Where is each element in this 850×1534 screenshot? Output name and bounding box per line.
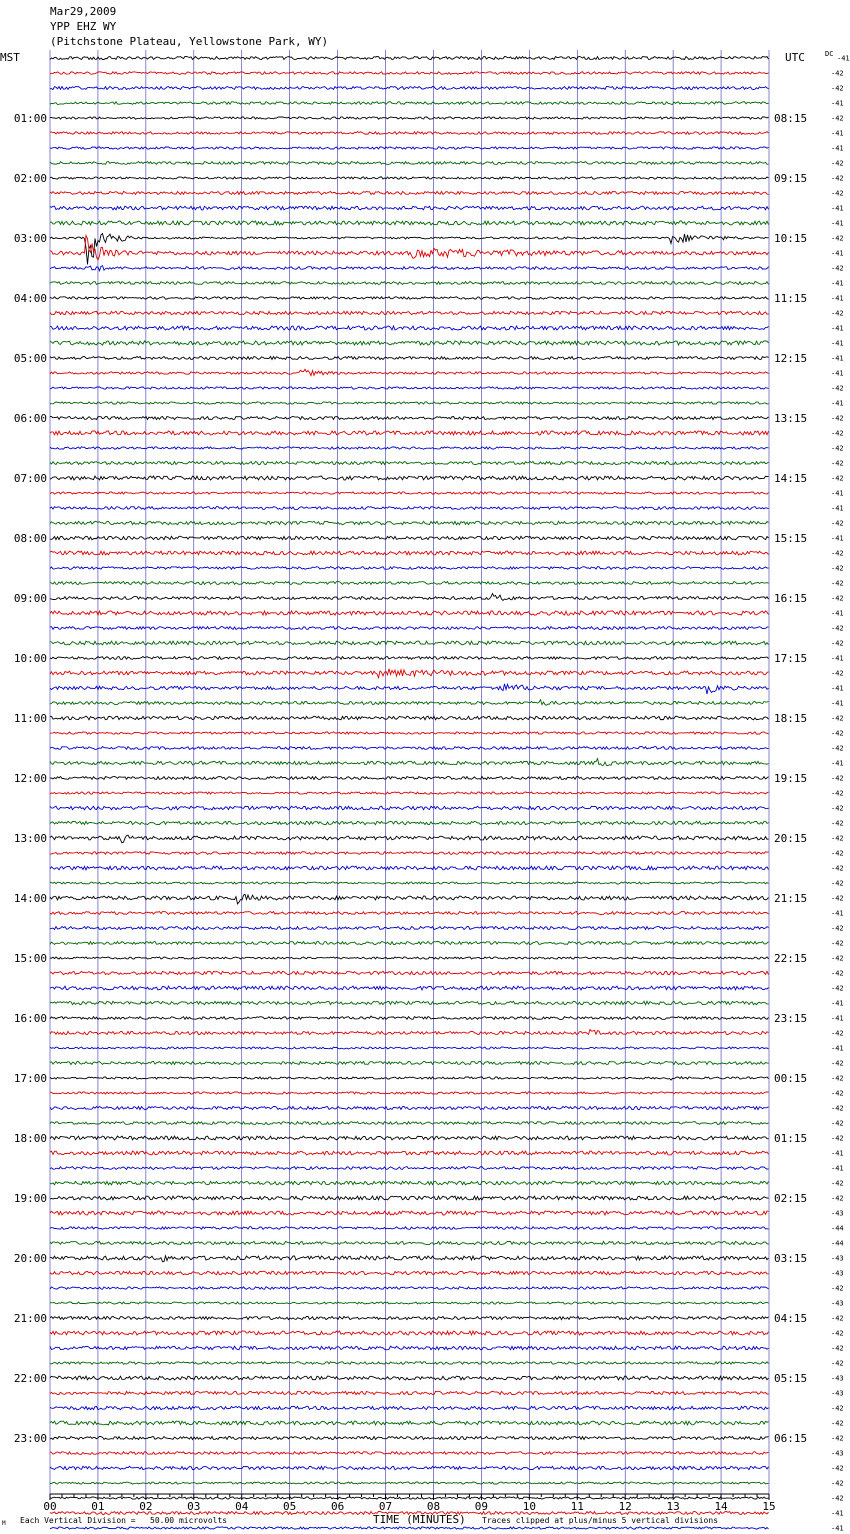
trace-line xyxy=(50,102,769,105)
trace-line xyxy=(50,536,769,539)
right-hour-label: 13:15 xyxy=(774,412,808,425)
x-tick-label: 07 xyxy=(378,1500,393,1513)
trace-line xyxy=(50,1211,769,1215)
trace-line xyxy=(50,1346,769,1350)
trace-line xyxy=(50,912,769,915)
trace-line xyxy=(50,234,769,265)
dc-header-label: DC xyxy=(825,50,834,58)
trace-line xyxy=(50,759,769,766)
trace-line xyxy=(50,476,769,480)
right-hour-label: 22:15 xyxy=(774,952,808,965)
dc-offset-label: -42 xyxy=(831,1134,844,1143)
trace-line xyxy=(50,957,769,959)
dc-offset-label: -44 xyxy=(831,1224,844,1233)
x-tick-label: 00 xyxy=(43,1500,57,1513)
trace-line xyxy=(50,747,769,750)
left-hour-label: 14:00 xyxy=(13,892,47,905)
dc-offset-label: -42 xyxy=(831,549,844,558)
dc-offset-label: -42 xyxy=(831,1179,844,1188)
x-tick-label: 04 xyxy=(235,1500,249,1513)
dc-offset-label: -41 xyxy=(831,369,844,378)
trace-line xyxy=(50,1527,769,1529)
right-time-labels xyxy=(774,112,807,1445)
dc-offset-label: -42 xyxy=(831,1419,844,1428)
trace-line xyxy=(50,1136,769,1140)
x-tick-label: 12 xyxy=(618,1500,632,1513)
trace-line xyxy=(50,1241,769,1244)
dc-offset-label: -41 xyxy=(831,219,844,228)
dc-offset-label: -41 xyxy=(831,144,844,153)
trace-line xyxy=(50,1062,769,1065)
trace-line xyxy=(50,177,769,179)
right-hour-label: 14:15 xyxy=(774,472,808,485)
x-tick-label: 13 xyxy=(666,1500,680,1513)
dc-offset-label: -42 xyxy=(831,414,844,423)
dc-offset-label: -41 xyxy=(831,684,844,693)
x-axis-title: TIME (MINUTES) xyxy=(373,1513,466,1526)
trace-line xyxy=(50,447,769,449)
trace-line xyxy=(50,341,769,345)
trace-line xyxy=(50,417,769,420)
dc-offset-label: -42 xyxy=(831,639,844,648)
trace-line xyxy=(50,402,769,404)
dc-offset-label: -42 xyxy=(831,969,844,978)
right-hour-label: 16:15 xyxy=(774,592,808,605)
trace-line xyxy=(50,1316,769,1319)
dc-offset-label: -41 xyxy=(831,204,844,213)
x-tick-label: 01 xyxy=(91,1500,105,1513)
left-hour-label: 21:00 xyxy=(13,1312,47,1325)
trace-line xyxy=(50,852,769,855)
trace-line xyxy=(50,1331,769,1335)
dc-offset-label: -42 xyxy=(831,849,844,858)
dc-offset-label: -42 xyxy=(831,714,844,723)
right-hour-label: 06:15 xyxy=(774,1432,808,1445)
trace-line xyxy=(50,1362,769,1365)
left-hour-label: 01:00 xyxy=(13,112,47,125)
dc-offset-label: -41 xyxy=(831,999,844,1008)
trace-line xyxy=(50,387,769,389)
trace-line xyxy=(50,627,769,630)
dc-offset-label: -42 xyxy=(831,1404,844,1413)
left-hour-label: 06:00 xyxy=(13,412,47,425)
left-hour-label: 03:00 xyxy=(13,232,47,245)
trace-line xyxy=(50,986,769,990)
clip-note: Traces clipped at plus/minus 5 vertical divisions xyxy=(482,1516,719,1525)
trace-line xyxy=(50,492,769,494)
right-hour-label: 18:15 xyxy=(774,712,808,725)
dc-offset-label: -42 xyxy=(831,1434,844,1443)
x-tick-label: 03 xyxy=(187,1500,201,1513)
right-hour-label: 04:15 xyxy=(774,1312,808,1325)
trace-line xyxy=(50,1437,769,1440)
trace-line xyxy=(50,611,769,615)
dc-offset-label: -42 xyxy=(831,1329,844,1338)
trace-line xyxy=(50,582,769,585)
x-tick-label: 05 xyxy=(283,1500,297,1513)
left-hour-label: 15:00 xyxy=(13,952,47,965)
dc-offset-label: -42 xyxy=(831,774,844,783)
dc-offset-label: -41 xyxy=(831,534,844,543)
dc-offset-label: -42 xyxy=(831,834,844,843)
trace-line xyxy=(50,147,769,149)
right-hour-label: 02:15 xyxy=(774,1192,808,1205)
left-hour-label: 20:00 xyxy=(13,1252,47,1265)
right-hour-label: 10:15 xyxy=(774,232,808,245)
dc-offset-label: -43 xyxy=(831,1299,844,1308)
right-hour-label: 00:15 xyxy=(774,1072,808,1085)
trace-line xyxy=(50,117,769,119)
trace-line xyxy=(50,1016,769,1019)
trace-line xyxy=(50,1466,769,1470)
dc-offset-label: -42 xyxy=(831,1029,844,1038)
dc-offset-label: -41 xyxy=(831,1044,844,1053)
trace-line xyxy=(50,1030,769,1035)
dc-offset-label: -42 xyxy=(831,1104,844,1113)
dc-offset-label: -41 xyxy=(831,504,844,513)
trace-line xyxy=(50,57,769,60)
trace-line xyxy=(50,431,769,435)
dc-offset-label: -44 xyxy=(831,1239,844,1248)
dc-offset-label: -41 xyxy=(831,129,844,138)
trace-line xyxy=(50,311,769,314)
dc-offset-label: -42 xyxy=(831,174,844,183)
x-tick-label: 15 xyxy=(762,1500,776,1513)
dc-offset-label: -41 xyxy=(831,1524,844,1533)
trace-line xyxy=(50,221,769,225)
dc-offset-label: -42 xyxy=(831,429,844,438)
trace-line xyxy=(50,206,769,210)
dc-offset-label: -42 xyxy=(831,819,844,828)
left-hour-label: 18:00 xyxy=(13,1132,47,1145)
x-tick-label: 10 xyxy=(522,1500,536,1513)
trace-line xyxy=(50,162,769,165)
dc-offset-label: -42 xyxy=(831,924,844,933)
left-hour-label: 12:00 xyxy=(13,772,47,785)
dc-offset-label: -41 xyxy=(831,909,844,918)
left-hour-label: 23:00 xyxy=(13,1432,47,1445)
right-timezone-label: UTC xyxy=(785,51,805,64)
trace-line xyxy=(50,657,769,660)
dc-offset-label: -42 xyxy=(831,984,844,993)
left-hour-label: 04:00 xyxy=(13,292,47,305)
left-hour-label: 10:00 xyxy=(13,652,47,665)
scale-note: Each Vertical Division = 50.00 microvolts xyxy=(20,1516,228,1525)
x-tick-label: 02 xyxy=(139,1500,153,1513)
trace-line xyxy=(50,87,769,90)
dc-offset-label: -41 xyxy=(831,339,844,348)
trace-line xyxy=(50,1271,769,1274)
right-hour-label: 01:15 xyxy=(774,1132,808,1145)
trace-line xyxy=(50,282,769,285)
trace-line xyxy=(50,942,769,945)
dc-offset-label: -42 xyxy=(831,1494,844,1503)
trace-line xyxy=(50,1181,769,1185)
dc-offset-label: -42 xyxy=(831,1119,844,1128)
trace-line xyxy=(50,1256,769,1262)
trace-line xyxy=(50,266,769,271)
trace-line xyxy=(50,1047,769,1049)
x-tick-label: 11 xyxy=(570,1500,584,1513)
dc-offset-label: -43 xyxy=(831,1269,844,1278)
dc-offset-label: -42 xyxy=(831,1464,844,1473)
dc-offset-label: -42 xyxy=(831,1314,844,1323)
trace-line xyxy=(50,700,769,706)
date-label: Mar29,2009 xyxy=(50,5,117,18)
trace-line xyxy=(50,1406,769,1409)
right-hour-label: 05:15 xyxy=(774,1372,808,1385)
dc-offset-label: -43 xyxy=(831,1389,844,1398)
right-hour-label: 11:15 xyxy=(774,292,808,305)
right-hour-label: 03:15 xyxy=(774,1252,808,1265)
left-hour-label: 22:00 xyxy=(13,1372,47,1385)
trace-line xyxy=(50,669,769,678)
trace-line xyxy=(50,1497,769,1499)
dc-offset-label: -42 xyxy=(831,624,844,633)
trace-line xyxy=(50,792,769,794)
right-hour-label: 09:15 xyxy=(774,172,808,185)
trace-line xyxy=(50,806,769,810)
right-hour-label: 08:15 xyxy=(774,112,808,125)
right-hour-label: 15:15 xyxy=(774,532,808,545)
trace-line xyxy=(50,369,769,375)
dc-offset-label: -42 xyxy=(831,1344,844,1353)
trace-line xyxy=(50,462,769,465)
dc-offset-label: -42 xyxy=(831,564,844,573)
dc-offset-label: -41 xyxy=(831,654,844,663)
dc-offset-label: -42 xyxy=(831,1284,844,1293)
x-tick-label: 09 xyxy=(474,1500,489,1513)
trace-line xyxy=(50,1196,769,1200)
right-hour-label: 23:15 xyxy=(774,1012,808,1025)
right-hour-label: 20:15 xyxy=(774,832,808,845)
trace-line xyxy=(50,716,769,720)
x-tick-label: 06 xyxy=(330,1500,345,1513)
dc-offset-label: -42 xyxy=(831,1359,844,1368)
dc-offset-label: -42 xyxy=(831,579,844,588)
trace-line xyxy=(50,1077,769,1081)
left-hour-label: 13:00 xyxy=(13,832,47,845)
station-label: YPP EHZ WY xyxy=(50,20,117,33)
left-hour-label: 16:00 xyxy=(13,1012,47,1025)
dc-offset-label: -41 xyxy=(831,279,844,288)
dc-offset-label: -42 xyxy=(831,459,844,468)
trace-line xyxy=(50,72,769,75)
right-hour-label: 12:15 xyxy=(774,352,808,365)
trace-line xyxy=(50,236,769,260)
left-hour-label: 17:00 xyxy=(13,1072,47,1085)
trace-line xyxy=(50,684,769,694)
x-axis xyxy=(43,1494,775,1513)
dc-offset-label: -42 xyxy=(831,804,844,813)
dc-offset-label: -42 xyxy=(831,939,844,948)
dc-offset-label: -43 xyxy=(831,1374,844,1383)
dc-offset-label: -42 xyxy=(831,474,844,483)
trace-line xyxy=(50,1452,769,1455)
dc-offset-label: -42 xyxy=(831,69,844,78)
trace-line xyxy=(50,927,769,930)
trace-line xyxy=(50,1227,769,1230)
dc-offset-label: -41 xyxy=(831,294,844,303)
dc-offset-label: -42 xyxy=(831,444,844,453)
trace-line xyxy=(50,894,769,904)
dc-offset-label: -41 xyxy=(831,1509,844,1518)
dc-offset-label: -41 xyxy=(831,699,844,708)
trace-line xyxy=(50,1106,769,1109)
trace-line xyxy=(50,297,769,299)
dc-offset-label: -43 xyxy=(831,1254,844,1263)
left-time-labels xyxy=(14,112,47,1445)
trace-line xyxy=(50,1482,769,1484)
dc-offset-label: -41 xyxy=(831,759,844,768)
dc-offset-label: -42 xyxy=(831,309,844,318)
left-hour-label: 08:00 xyxy=(13,532,47,545)
trace-line xyxy=(50,1391,769,1394)
dc-offset-label: -42 xyxy=(831,1089,844,1098)
left-hour-label: 07:00 xyxy=(13,472,47,485)
right-hour-label: 19:15 xyxy=(774,772,808,785)
x-tick-label: 14 xyxy=(714,1500,728,1513)
trace-line xyxy=(50,1302,769,1304)
right-hour-label: 21:15 xyxy=(774,892,808,905)
left-timezone-label: MST xyxy=(0,51,20,64)
left-hour-label: 05:00 xyxy=(13,352,47,365)
dc-offset-label: -41 xyxy=(831,1149,844,1158)
trace-line xyxy=(50,777,769,780)
trace-line xyxy=(50,1421,769,1425)
right-hour-label: 17:15 xyxy=(774,652,808,665)
dc-offset-label: -42 xyxy=(831,519,844,528)
dc-offset-label: -42 xyxy=(831,384,844,393)
trace-line xyxy=(50,1167,769,1170)
trace-line xyxy=(50,732,769,734)
trace-line xyxy=(50,866,769,870)
trace-line xyxy=(50,567,769,570)
dc-offset-label: -42 xyxy=(831,189,844,198)
left-hour-label: 09:00 xyxy=(13,592,47,605)
trace-line xyxy=(50,1001,769,1004)
dc-offset-label: -42 xyxy=(831,234,844,243)
dc-offset-label: -42 xyxy=(831,264,844,273)
dc-offset-label: -42 xyxy=(831,864,844,873)
left-hour-label: 19:00 xyxy=(13,1192,47,1205)
dc-offset-label: -41 xyxy=(831,489,844,498)
dc-offset-label: -42 xyxy=(831,1479,844,1488)
trace-line xyxy=(50,1376,769,1380)
dc-offset-label: -42 xyxy=(831,114,844,123)
dc-offset-label: -41 xyxy=(831,1164,844,1173)
dc-offset-label: -42 xyxy=(831,954,844,963)
dc-offset-label: -41 xyxy=(831,249,844,258)
dc-offset-label: -41 xyxy=(837,54,850,63)
dc-offset-label: -42 xyxy=(831,879,844,888)
dc-offset-label: -42 xyxy=(831,744,844,753)
dc-offset-label: -41 xyxy=(831,354,844,363)
seismogram-traces xyxy=(50,57,769,1534)
trace-line xyxy=(50,551,769,555)
dc-offset-label: -42 xyxy=(831,789,844,798)
trace-line xyxy=(50,882,769,884)
trace-line xyxy=(50,192,769,195)
dc-offset-label: -41 xyxy=(831,399,844,408)
trace-line xyxy=(50,326,769,330)
dc-offset-label: -42 xyxy=(831,84,844,93)
trace-line xyxy=(50,1287,769,1289)
x-tick-label: 08 xyxy=(426,1500,441,1513)
dc-offset-label: -43 xyxy=(831,1449,844,1458)
dc-offset-label: -42 xyxy=(831,729,844,738)
dc-offset-label: -42 xyxy=(831,159,844,168)
trace-line xyxy=(50,1151,769,1155)
dc-offset-label: -42 xyxy=(831,1059,844,1068)
location-label: (Pitchstone Plateau, Yellowstone Park, WY) xyxy=(50,35,329,48)
dc-offset-label: -42 xyxy=(831,1074,844,1083)
left-hour-label: 02:00 xyxy=(13,172,47,185)
dc-offset-label: -42 xyxy=(831,669,844,678)
trace-line xyxy=(50,594,769,601)
dc-offset-labels xyxy=(831,55,850,1534)
dc-offset-label: -42 xyxy=(831,1194,844,1203)
trace-line xyxy=(50,357,769,360)
dc-offset-label: -41 xyxy=(831,99,844,108)
corner-mark: M xyxy=(2,1520,6,1527)
dc-offset-label: -43 xyxy=(831,1209,844,1218)
left-hour-label: 11:00 xyxy=(13,712,47,725)
trace-line xyxy=(50,1092,769,1094)
trace-line xyxy=(50,971,769,974)
trace-line xyxy=(50,1122,769,1125)
trace-line xyxy=(50,641,769,645)
dc-offset-label: -41 xyxy=(831,324,844,333)
trace-line xyxy=(50,835,769,843)
dc-offset-label: -41 xyxy=(831,1014,844,1023)
trace-line xyxy=(50,507,769,510)
dc-offset-label: -42 xyxy=(831,594,844,603)
trace-line xyxy=(50,132,769,135)
trace-line xyxy=(50,521,769,524)
dc-offset-label: -42 xyxy=(831,894,844,903)
trace-line xyxy=(50,821,769,824)
dc-offset-label: -41 xyxy=(831,609,844,618)
